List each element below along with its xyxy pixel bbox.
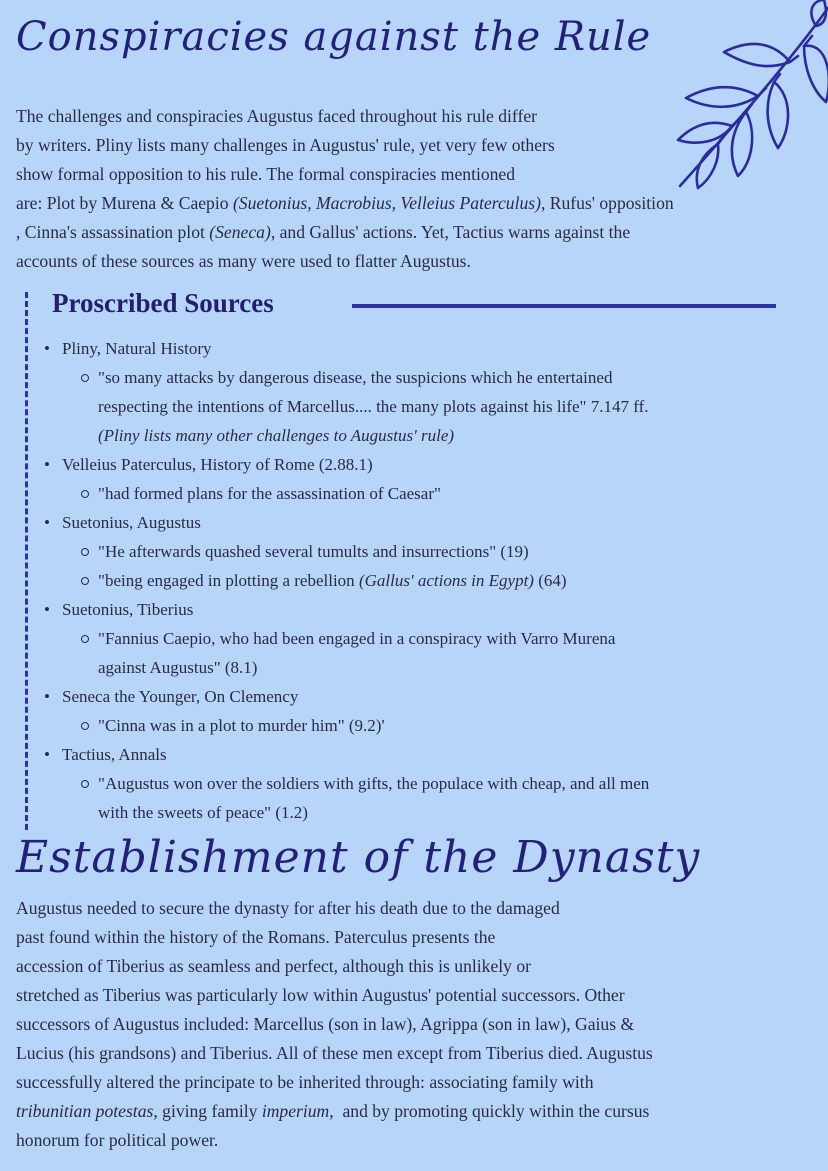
list-item-quote: "Augustus won over the soldiers with gifts, the populace with cheap, and all men with the sweets of peace" (1.2)	[44, 769, 804, 827]
list-item-source: • Seneca the Younger, On Clemency	[44, 682, 804, 711]
list-item-source: • Suetonius, Augustus	[44, 508, 804, 537]
section-title-conspiracies: Conspiracies against the Rule	[16, 14, 652, 60]
dynasty-line: successors of Augustus included: Marcellus (son in law), Agrippa (son in law), Gaius &	[16, 1014, 635, 1034]
heading-rule	[352, 304, 776, 308]
list-item-quote: "Fannius Caepio, who had been engaged in a conspiracy with Varro Murena against Augustus" (8.1)	[44, 624, 804, 682]
dynasty-line: Lucius (his grandsons) and Tiberius. All of these men except from Tiberius died. Augustus	[16, 1043, 653, 1063]
dynasty-line: successfully altered the principate to be inherited through: associating family with	[16, 1072, 594, 1092]
dynasty-line: Augustus needed to secure the dynasty for after his death due to the damaged	[16, 898, 560, 918]
intro-line: by writers. Pliny lists many challenges in Augustus' rule, yet very few others	[16, 135, 555, 155]
section-heading-sources: Proscribed Sources	[52, 288, 274, 318]
intro-line: are: Plot by Murena & Caepio (Suetonius, Macrobius, Velleius Paterculus), Rufus' opposition	[16, 193, 674, 213]
section-title-dynasty: Establishment of the Dynasty	[16, 832, 701, 883]
dashed-divider	[25, 292, 28, 830]
citation-italic: (Suetonius, Macrobius, Velleius Paterculus)	[232, 193, 541, 213]
intro-line: show formal opposition to his rule. The formal conspiracies mentioned	[16, 164, 516, 184]
list-item-quote: "had formed plans for the assassination of Caesar"	[44, 479, 804, 508]
citation-italic: (Seneca)	[209, 222, 271, 242]
term-italic: imperium	[261, 1101, 330, 1121]
dynasty-line: stretched as Tiberius was particularly low within Augustus' potential successors. Other	[16, 985, 625, 1005]
intro-line: The challenges and conspiracies Augustus faced throughout his rule differ	[16, 106, 537, 126]
sources-list	[44, 334, 804, 827]
term-italic: tribunitian potestas	[16, 1101, 154, 1121]
list-item-quote: "He afterwards quashed several tumults and insurrections" (19)	[44, 537, 804, 566]
source-note: (Pliny lists many other challenges to Augustus' rule)	[98, 426, 455, 445]
dynasty-line: honorum for political power.	[16, 1130, 219, 1150]
intro-line: accounts of these sources as many were used to flatter Augustus.	[16, 251, 471, 271]
list-item-source: • Tactius, Annals	[44, 740, 804, 769]
list-item-quote: "being engaged in plotting a rebellion (Gallus' actions in Egypt) (64)	[44, 566, 804, 595]
citation-italic: (Gallus' actions in Egypt)	[358, 571, 534, 590]
list-item-quote: "Cinna was in a plot to murder him" (9.2)'	[44, 711, 804, 740]
dynasty-line: past found within the history of the Romans. Paterculus presents the	[16, 927, 496, 947]
dynasty-line: accession of Tiberius as seamless and perfect, although this is unlikely or	[16, 956, 532, 976]
list-item-source: • Velleius Paterculus, History of Rome (2.88.1)	[44, 450, 804, 479]
list-item-source: • Pliny, Natural History	[44, 334, 804, 363]
list-item-source: • Suetonius, Tiberius	[44, 595, 804, 624]
intro-line: , Cinna's assassination plot (Seneca), and Gallus' actions. Yet, Tactius warns against the	[16, 222, 631, 242]
list-item-quote: "so many attacks by dangerous disease, the suspicions which he entertained respecting the intentions of Marcellus.... the many plots against his life" 7.147 ff.	[44, 363, 804, 421]
dynasty-paragraph	[16, 894, 806, 1155]
intro-paragraph	[16, 102, 796, 276]
dynasty-line: tribunitian potestas, giving family imperium, and by promoting quickly within the cursus	[16, 1101, 650, 1121]
